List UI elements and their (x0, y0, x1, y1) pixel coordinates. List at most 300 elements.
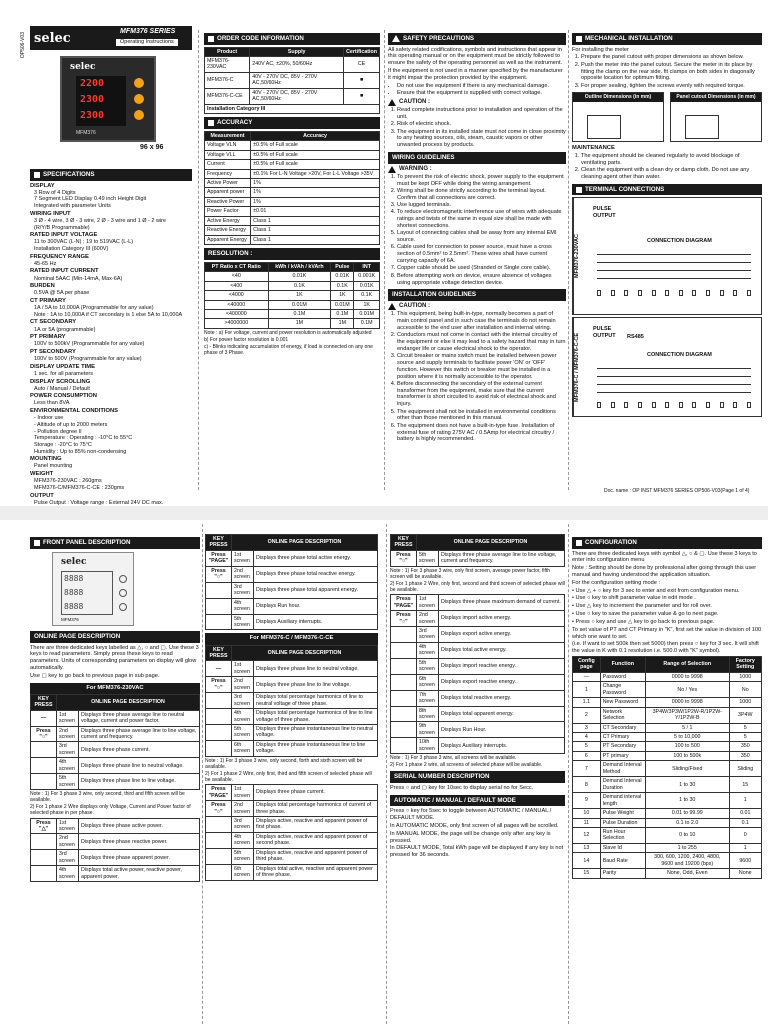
square-icon (208, 36, 214, 42)
mode-line: In AUTOMATIC MODE, only first screen of all pages will be scrolled. (390, 823, 559, 829)
key-press-cell: Press "○" (206, 677, 232, 693)
spec-value: 1A / 5A to 10,000A (Programmable for any value) (34, 305, 154, 312)
spec-heading: WEIGHT (30, 471, 54, 478)
table-cell: 1 to 30 (645, 793, 729, 809)
table-row (206, 848, 378, 864)
table-cell: 7 (573, 761, 601, 777)
terminal-diagram-a (572, 197, 762, 315)
key-press-cell: Press "PAGE" (391, 595, 417, 611)
table-cell: 0.1M (331, 310, 354, 319)
table-header: INT (354, 262, 380, 271)
meter-row: 2300 (80, 110, 105, 121)
table-row (206, 661, 378, 677)
square-icon (576, 36, 582, 42)
table-cell: 0.1K (354, 291, 380, 300)
screen-cell: 4th screen (232, 598, 254, 614)
table-row (391, 738, 565, 754)
table-row (206, 614, 378, 630)
resolution-header: RESOLUTION : (204, 248, 380, 260)
online-intro-2: Use ▢ key to go back to previous page in sub page. (30, 672, 160, 679)
safety-intro: All safety related codifications, symbols and instructions that appear in this operating manual or on the equipment must be strictly followed to ensure the safety of the operating personnel as well as the instrument. (388, 46, 563, 67)
table-cell: 0.1 to 2.0 (645, 818, 729, 827)
config-line: • Press ○ key and use △ key to go back to previous page. (572, 618, 715, 625)
wire-line (597, 278, 751, 279)
table-cell: PT Secondary (600, 742, 645, 751)
table-cell: ±0.01 (251, 207, 380, 216)
table-cell: 0.001K (354, 272, 380, 281)
table-row (206, 582, 378, 598)
key-press-cell (206, 848, 232, 864)
connection-diagram-label: CONNECTION DIAGRAM (647, 352, 712, 359)
key-press-cell (206, 693, 232, 709)
key-press-cell: Press "○" (391, 550, 417, 566)
table-cell: Network Selection (600, 707, 645, 723)
table-cell: Baud Rate (600, 853, 645, 869)
table-cell: 13 (573, 843, 601, 852)
table-row (206, 566, 378, 582)
online-table-c-cont (390, 534, 565, 567)
table-notes (30, 791, 200, 816)
table-row (391, 690, 565, 706)
spec-value: Humidity : Up to 85% non-condensing (34, 448, 127, 455)
key-press-cell: Press "PAGE" (206, 550, 232, 566)
list-item: 1. This equipment, being built-in-type, normally becomes a part of main control panel and in such case the terminals do not remain accessible to the end user after installation and internal wiring. (397, 311, 566, 331)
brand-header (30, 26, 192, 50)
description-cell: Displays three phase average line to neutral voltage, current and power factor. (79, 710, 200, 726)
table-row (573, 793, 762, 809)
table-row (391, 658, 565, 674)
table-header: kWh / kVAh / kVArh (268, 262, 331, 271)
column-divider (568, 30, 569, 490)
table-header: KEY PRESS (206, 535, 232, 551)
list-item: 6. Cable used for connection to power source, must have a cross section of 0.5mm² to 2.5mm². These wires shall have current carrying capacity of 6A. (397, 244, 566, 264)
mode-line: Press ○ key for 5sec to toggle between AUTOMATIC / MANUAL / DEFAULT MODE. (390, 808, 552, 822)
table-cell: 1K (354, 300, 380, 309)
spec-value: 45-65 Hz (34, 260, 57, 267)
description-cell: Displays three phase instantaneous line to line voltage. (254, 740, 378, 756)
table-cell: 0 to 10 (645, 828, 729, 844)
table-row (205, 319, 380, 328)
note-line: 2) For 1 phase 2 wire, all screens of selected phase will be available. (390, 762, 543, 769)
front-display (61, 571, 113, 615)
mode-header: AUTOMATIC / MANUAL / DEFAULT MODE (390, 795, 565, 807)
table-cell: 9 (573, 793, 601, 809)
online-table-c (205, 645, 378, 757)
table-cell: >4000000 (205, 319, 269, 328)
terminal-pins (597, 290, 751, 298)
list-item: 1. To prevent the risk of electric shock, power supply to the equipment must be kept OFF while doing the wiring arrangement. (397, 174, 566, 188)
series-title: MFM376 SERIES (120, 28, 176, 35)
note-line: Note : 1) For 3 phase 3 wire, only first screen, average power factor, fifth screen will be available. (390, 567, 551, 580)
pulse-output-label: PULSE OUTPUT (593, 326, 616, 340)
key-press-cell (206, 817, 232, 833)
spec-heading: PT SECONDARY (30, 348, 76, 355)
key-press-cell: Press "○" (31, 726, 57, 742)
square-icon (34, 172, 40, 178)
list-item: 3. Circuit breaker or mains switch must be installed between power source and supply terminals to facilitate power 'ON' or 'OFF' function. However this switch or breaker must be installed in a position where it is normally accessible to the operator. (397, 353, 566, 380)
screen-cell: 1st screen (417, 595, 439, 611)
meter-enter-button-icon (134, 94, 144, 104)
config-line: • Use ○ key to shift parameter value in edit mode . (572, 595, 696, 602)
spec-heading: MOUNTING (30, 456, 62, 463)
table-cell: <40000 (205, 300, 269, 309)
terminal-pins (597, 402, 751, 410)
resolution-table (204, 262, 380, 329)
table-header: Config page (573, 656, 601, 672)
description-cell: Displays import reactive energy. (439, 658, 565, 674)
key-press-cell (391, 738, 417, 754)
table-cell: Sliding (729, 761, 761, 777)
spec-heading: BURDEN (30, 283, 55, 290)
note-line: Note : 1) For 3 phase 3 wire, only second, third and fifth screen will be available. (30, 791, 185, 804)
screen-cell: 5th screen (232, 848, 254, 864)
table-notes (205, 758, 378, 783)
key-press-cell (31, 834, 57, 850)
column-divider (202, 524, 203, 1024)
table-cell: 11 (573, 818, 601, 827)
table-cell: 300, 600, 1200, 2400, 4800, 9600 and 19200 (bps) (645, 853, 729, 869)
spec-value: Less than 8VA (34, 400, 70, 407)
table-header: Product (205, 47, 250, 56)
list-item: 6. The equipment does not have a built-in-type fuse. Installation of external fuse of rating 275V AC / 0.5Amp for electrical circuitry / battery is highly recommended. (397, 423, 566, 443)
table-header: ONLINE PAGE DESCRIPTION (57, 694, 200, 710)
table-row (205, 300, 380, 309)
table-cell: 5 / 1 (645, 723, 729, 732)
mode-line: In DEFAULT MODE, Total kWh page will be displayed if any key is not pressed for 36 seconds. (390, 845, 564, 859)
table-cell: Current (205, 160, 251, 169)
config-line: • Use △ key to increment the parameter and for roll over. (572, 603, 712, 610)
note-line: c) - Blinks indicating accumulation of energy, if load is connected on any one phase of 3 Phase. (204, 344, 373, 357)
table-row (31, 758, 200, 774)
config-line: • Use △ + ○ key for 3 sec to enter and exit from configuration menu. (572, 587, 740, 594)
caution-heading: CAUTION : (388, 303, 566, 310)
column-divider (384, 30, 385, 490)
table-row (206, 801, 378, 817)
table-row (573, 818, 762, 827)
table-cell: 1K (268, 291, 331, 300)
description-cell: Displays three phase instantaneous line to neutral voltage. (254, 725, 378, 741)
table-cell: ■ (344, 88, 380, 104)
description-cell: Displays three phase average line to line voltage, current and frequency. (79, 726, 200, 742)
meter-row: 2200 (80, 78, 105, 89)
table-row (206, 598, 378, 614)
table-cell: No / Yes (645, 682, 729, 698)
outline-drawing (572, 92, 664, 142)
connection-diagram-label: CONNECTION DIAGRAM (647, 238, 712, 245)
online-page-header: ONLINE PAGE DESCRIPTION (30, 631, 200, 643)
table-header: Range of Selection (645, 656, 729, 672)
description-cell: Displays three phase apparent power. (79, 850, 200, 866)
meter-up-button-icon (134, 78, 144, 88)
square-icon (208, 120, 214, 126)
accuracy-table (204, 131, 380, 245)
list-item: 4. Before disconnecting the secondary of the external current transformer from the equipment, make sure that the current transformer is short circuited to avoid risk of electrical shock and injury. (397, 381, 566, 408)
screen-cell: 5th screen (417, 550, 439, 566)
screen-cell: 5th screen (232, 725, 254, 741)
note-line: Note : a) For voltage, current and power resolution is automatically adjusted (204, 329, 372, 336)
description-cell: Displays three phase line to line voltage. (79, 774, 200, 790)
key-press-cell (206, 725, 232, 741)
table-header: Certification (344, 47, 380, 56)
table-cell: 5 (573, 742, 601, 751)
table-row (573, 723, 762, 732)
list-item: 1. The equipment should be cleaned regularly to avoid blockage of ventilating parts. (581, 153, 762, 167)
mechanical-header: MECHANICAL INSTALLATION (572, 33, 762, 45)
table-row (205, 281, 380, 290)
order-code-header: ORDER CODE INFORMATION (204, 33, 380, 45)
table-cell: 0.01M (354, 310, 380, 319)
table-cell: CT Primary (600, 733, 645, 742)
table-cell: ±0.5% of Full scale (251, 141, 380, 150)
pulse-output-label: PULSE OUTPUT (593, 206, 616, 220)
table-cell: 5 (729, 723, 761, 732)
key-press-cell (31, 758, 57, 774)
config-line: There are three dedicated keys with symbol △, ○ & ▢. Use these 3 keys to enter into configuration menu (572, 550, 757, 564)
enter-key-icon (119, 589, 127, 597)
screen-cell: 2nd screen (57, 726, 79, 742)
list-item: 2. Clean the equipment with a clean dry or damp cloth. Do not use any cleaning agent other than water. (581, 167, 762, 181)
screen-cell: 5th screen (417, 658, 439, 674)
caution-icon (388, 99, 396, 106)
screen-cell: 3rd screen (57, 742, 79, 758)
table-cell: 1M (331, 319, 354, 328)
spec-value: 3 Row of 4 Digits (34, 189, 76, 196)
safety-column (388, 30, 566, 444)
table-cell: ±0.5% of Full scale (251, 160, 380, 169)
spec-value: MFM376-230VAC : 260gms (34, 478, 102, 485)
table-cell: Voltage VLL (205, 150, 251, 159)
key-press-cell (206, 598, 232, 614)
screen-cell: 3rd screen (232, 817, 254, 833)
panel-cutout-drawing (670, 92, 762, 142)
meter-dimensions: 96 x 96 (140, 144, 164, 151)
key-press-cell (206, 864, 232, 880)
list-item: 2. Push the meter into the panel cutout. Secure the meter in its place by fitting the clamp on the rear side. fit clamps on both sides in diagonally opposite location for optimum fitting. (581, 62, 762, 82)
description-cell: Displays three phase line to neutral voltage. (254, 661, 378, 677)
note-line: 2) For 1 phase 2 Wire, only first, third and fifth screen of selected phase will be available. (205, 771, 372, 784)
online-table-c-energy (390, 594, 565, 754)
configuration-column (572, 534, 762, 879)
table-cell: Change Password (600, 682, 645, 698)
table-cell: 10 (573, 809, 601, 818)
vertical-doc-code: OP506-V03 (20, 32, 26, 59)
table-row (205, 272, 380, 281)
table-row (206, 725, 378, 741)
table-cell: 100 to 500 (645, 742, 729, 751)
diagram-side-label: MFM376-C / MFM376-C-CE (573, 318, 587, 416)
warning-heading: WARNING : (388, 166, 566, 173)
description-cell: Displays three phase total apparent energy. (254, 582, 378, 598)
description-cell: Displays three phase total active energy. (254, 550, 378, 566)
table-row (31, 818, 200, 834)
square-icon (576, 540, 582, 546)
table-cell: Pulse Duration (600, 818, 645, 827)
order-footer: Installation Category III (205, 104, 380, 113)
wiring-list (388, 174, 566, 287)
config-line: Note : Setting should be done by professional after going through this user manual and having understood the application situation. (572, 565, 757, 578)
list-item: 5. The equipment shall not be installed in environmental conditions other than those mentioned in this manual. (397, 409, 566, 423)
note-line: 2) For 1 phase 2 Wire displays only Voltage, Current and Power factor of selected phase in per phase. (30, 804, 191, 817)
table-cell: 1 (729, 843, 761, 852)
meter-model: MFM376 (76, 130, 96, 136)
table-title-c: For MFM376-C / MFM376-C-CE (205, 633, 378, 644)
list-item: 3. Use lugged terminals. (397, 202, 566, 209)
list-item: 3. The equipment in its installed state must not come in close proximity to any heating sources, oils, steam, caustic vapors or other unwanted process by products. (397, 129, 566, 149)
table-row (205, 207, 380, 216)
table-row (391, 595, 565, 611)
screen-cell: 8th screen (417, 706, 439, 722)
table-header: ONLINE PAGE DESCRIPTION (232, 535, 378, 551)
table-cell: No (729, 682, 761, 698)
screen-cell: 1st screen (232, 661, 254, 677)
table-row (573, 761, 762, 777)
table-cell: 0.1K (268, 281, 331, 290)
order-accuracy-column (204, 30, 380, 357)
table-header: Function (600, 656, 645, 672)
spec-value: Nominal 5AAC (Min-14mA, Max-6A) (34, 275, 123, 282)
spec-value: 100V to 500kV (Programmable for any value) (34, 341, 145, 348)
safety-intro-2: If the equipment is not used in a manner specified by the manufacturer it might impair the protection provided by the equipment. (388, 68, 563, 81)
table-row (391, 722, 565, 738)
rs485-label: RS485 (627, 334, 644, 341)
key-press-cell (206, 740, 232, 756)
wire-line (597, 254, 751, 255)
online-page-column-2 (205, 534, 378, 881)
table-cell: PT primary (600, 751, 645, 760)
description-cell: Displays total apparent energy. (439, 706, 565, 722)
table-cell: Parity (600, 869, 645, 878)
table-cell: ±0.5% of Full scale (251, 150, 380, 159)
serial-number-header: SERIAL NUMBER DESCRIPTION (390, 771, 565, 783)
meter-logo: selec (70, 62, 96, 72)
list-item: 2. Risk of electric shock. (397, 121, 566, 128)
spec-value: Auto / Manual / Default (34, 385, 90, 392)
table-header: KEY PRESS (391, 535, 417, 551)
table-cell: Run Hour Selection (600, 828, 645, 844)
specifications-header: SPECIFICATIONS (30, 169, 192, 181)
front-panel-header: FRONT PANEL DESCRIPTION (30, 537, 200, 549)
note-line: b) For power factor resolution is 0.001 (204, 337, 289, 344)
description-cell: Displays total active power, reactive power, apparent power. (79, 866, 200, 882)
table-cell: 1M (268, 319, 331, 328)
table-row (391, 674, 565, 690)
online-table-230vac-power (30, 818, 200, 883)
meter-page-button-icon (134, 110, 144, 120)
table-cell: 350 (729, 751, 761, 760)
screen-cell: 6th screen (232, 864, 254, 880)
spec-value: Temperature : Operating : -10°C to 55°C (34, 435, 133, 442)
mechanical-list (572, 54, 762, 89)
key-press-cell (391, 642, 417, 658)
screen-cell: 6th screen (417, 674, 439, 690)
table-cell: Password (600, 672, 645, 681)
square-icon (576, 187, 582, 193)
panel-caption: Panel cutout Dimensions (in mm) (671, 93, 761, 101)
description-cell: Displays total reactive energy. (439, 690, 565, 706)
screen-cell: 5th screen (232, 614, 254, 630)
config-line: (i.e. If want to set 500k then set 5000) then press ○ key for 3 sec. It will shift the value in K with 0.1 resolution i.e. 500.0 with "K" symbol). (572, 641, 759, 655)
list-item: 1. Prepare the panel cutout with proper dimensions as shown below. (581, 54, 762, 61)
table-cell: 4 (573, 733, 601, 742)
table-cell: Frequency (205, 169, 251, 178)
table-row (31, 710, 200, 726)
table-cell: ■ (344, 72, 380, 88)
table-header: ONLINE PAGE DESCRIPTION (232, 645, 378, 661)
table-row (205, 216, 380, 225)
spec-heading: RATED INPUT VOLTAGE (30, 232, 98, 239)
spec-heading: POWER CONSUMPTION (30, 393, 97, 400)
table-cell: <400000 (205, 310, 269, 319)
front-logo: selec (61, 557, 87, 567)
resolution-notes (204, 330, 380, 356)
table-cell: 1000 (729, 672, 761, 681)
table-cell: 6 (573, 751, 601, 760)
table-row (391, 706, 565, 722)
table-cell: 350 (729, 742, 761, 751)
table-cell: CT Secondary (600, 723, 645, 732)
column-divider (386, 524, 387, 1024)
table-title-230vac: For MFM376-230VAC (30, 683, 200, 694)
table-row (205, 188, 380, 197)
key-press-cell (391, 722, 417, 738)
mechanical-column (572, 30, 762, 417)
table-header: Accuracy (251, 131, 380, 140)
table-header: KEY PRESS (31, 694, 57, 710)
table-row (205, 150, 380, 159)
config-line: • Use ○ key to save the parameter value & go to next page. (572, 611, 719, 618)
installation-header: INSTALLATION GUIDELINES (388, 289, 566, 301)
table-row (205, 197, 380, 206)
screen-cell: 2nd screen (232, 801, 254, 817)
table-row (31, 866, 200, 882)
table-cell: 240V AC, ±20%, 50/60Hz (250, 57, 344, 73)
config-line: For the configuration setting mode : (572, 579, 660, 586)
table-cell: 1K (331, 291, 354, 300)
key-press-cell (206, 582, 232, 598)
specifications-section (30, 166, 192, 520)
table-row (206, 550, 378, 566)
spec-heading: OUTPUT (30, 492, 54, 499)
spec-value: 7 Segment LED Display 0.49 inch Height Digit (34, 196, 147, 203)
description-cell: Displays active, reactive and apparent power of first phase. (254, 817, 378, 833)
front-model: MFM376 (61, 617, 79, 622)
document-name: Doc. name : OP INST MFM376 SERIES OP506-V03(Page 1 of 4) (604, 488, 750, 494)
accuracy-header: ACCURACY (204, 117, 380, 129)
table-cell: 0 (729, 828, 761, 844)
spec-value: 1 sec. for all parameters (34, 370, 93, 377)
table-row (205, 291, 380, 300)
table-row (206, 864, 378, 880)
list-item: 2. Conductors must not come in contact with the internal circuitry of the equipment or else it may lead to a safety hazard that may in turn endanger life or cause electrical shock to the operator. (397, 332, 566, 352)
screen-cell: 3rd screen (232, 693, 254, 709)
warning-icon (392, 35, 400, 42)
table-cell: 15 (573, 869, 601, 878)
key-press-cell: — (206, 661, 232, 677)
wire-line (597, 376, 751, 377)
table-row (206, 709, 378, 725)
spec-value: Storage : -20°C to 75°C (34, 441, 92, 448)
table-header: Measurement (205, 131, 251, 140)
description-cell: Displays three phase maximum demand of current. (439, 595, 565, 611)
caution-heading: CAUTION : (388, 99, 566, 106)
table-cell: Reactive Energy (205, 226, 251, 235)
screen-cell: 2nd screen (57, 834, 79, 850)
meter-photo (60, 56, 156, 142)
table-row (573, 742, 762, 751)
list-item: 3. For proper sealing, tighten the screws evenly with required torque. (581, 83, 762, 90)
caution-list (388, 107, 566, 149)
spec-value: Panel mounting (34, 463, 73, 470)
